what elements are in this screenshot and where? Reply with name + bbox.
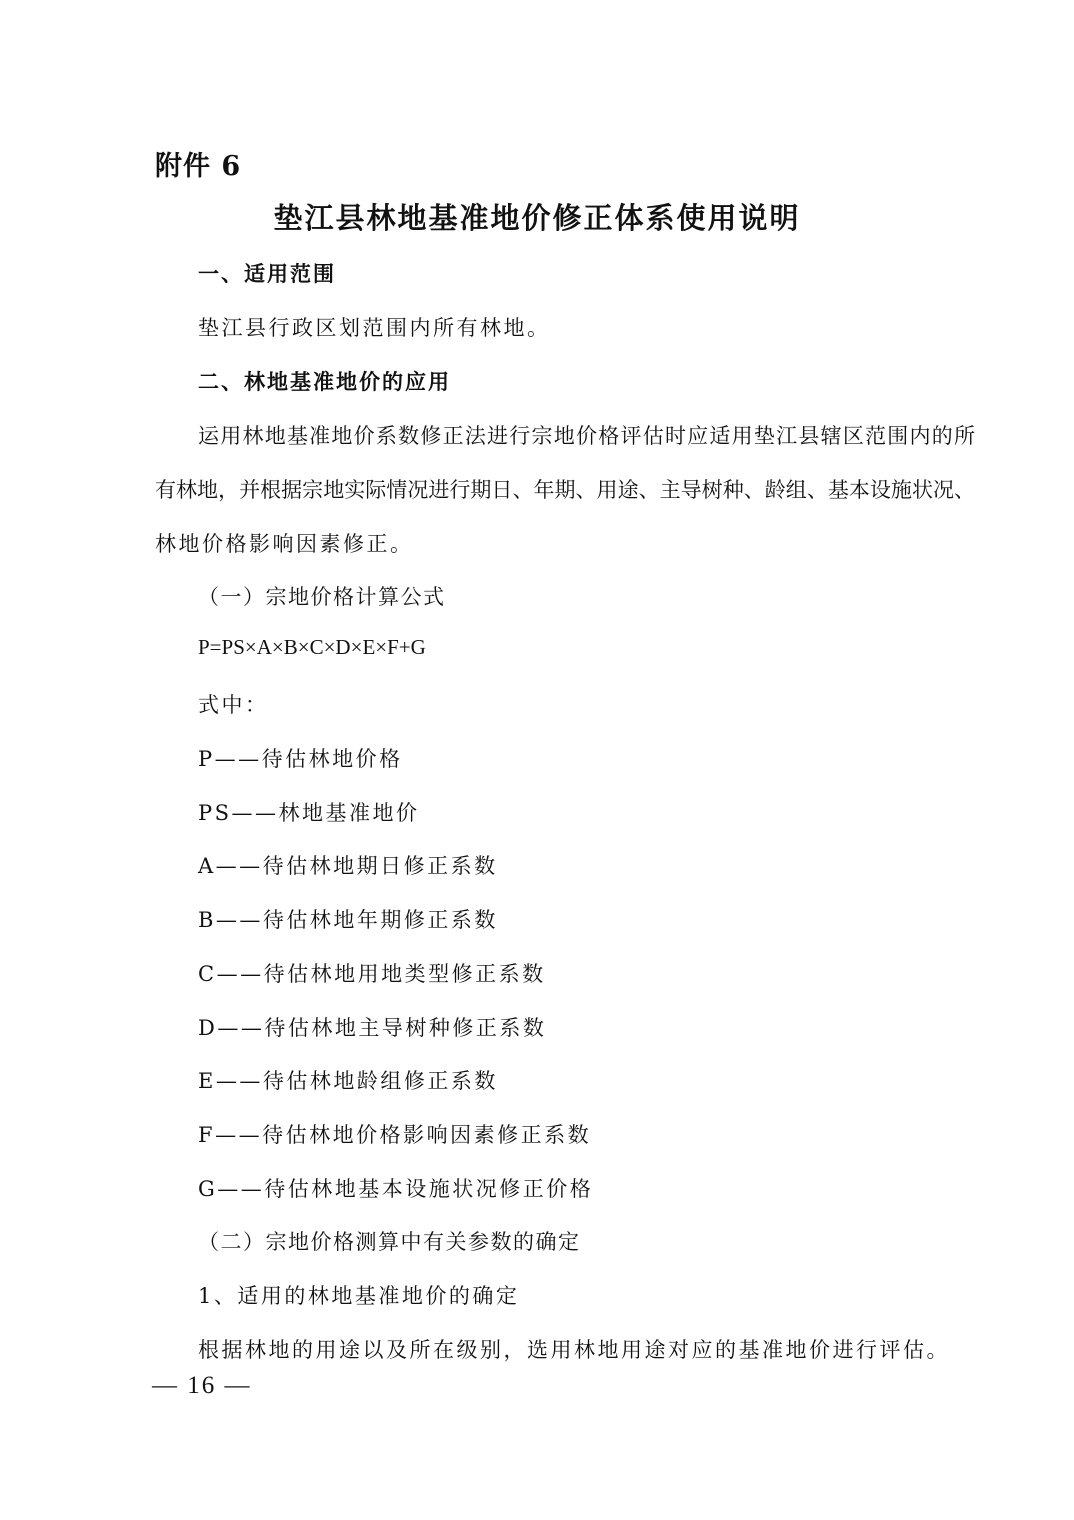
definition-item: G——待估林地基本设施状况修正价格 (198, 1177, 594, 1201)
page-number: — 16 — (152, 1372, 252, 1399)
attachment-label: 附件 6 (155, 151, 242, 182)
paragraph-line-3: 林地价格影响因素修正。 (155, 532, 414, 556)
sub1-heading: （一）宗地价格计算公式 (198, 585, 446, 609)
definition-item: B——待估林地年期修正系数 (198, 908, 498, 932)
sub2-heading: （二）宗地价格测算中有关参数的确定 (198, 1230, 581, 1254)
paragraph-line-1: 运用林地基准地价系数修正法进行宗地价格评估时应适用垫江县辖区范围内的所 (198, 424, 975, 448)
definition-item: C——待估林地用地类型修正系数 (198, 962, 546, 986)
definition-item: P——待估林地价格 (198, 747, 403, 771)
definition-item: F——待估林地价格影响因素修正系数 (198, 1123, 592, 1147)
definition-item: A——待估林地期日修正系数 (198, 854, 498, 878)
paragraph-line-2: 有林地，并根据宗地实际情况进行期日、年期、用途、主导树种、龄组、基本设施状况、 (155, 478, 975, 502)
definition-item: PS——林地基准地价 (198, 801, 420, 825)
price-formula: P=PS×A×B×C×D×E×F+G (198, 635, 426, 659)
definition-item: D——待估林地主导树种修正系数 (198, 1016, 547, 1040)
section1-heading: 一、适用范围 (198, 261, 336, 286)
section1-text: 垫江县行政区划范围内所有林地。 (198, 316, 551, 340)
document-title: 垫江县林地基准地价修正体系使用说明 (273, 201, 801, 235)
item1-text: 根据林地的用途以及所在级别，选用林地用途对应的基准地价进行评估。 (198, 1338, 950, 1362)
where-label: 式中： (198, 693, 269, 717)
item1-heading: 1、适用的林地基准地价的确定 (198, 1284, 520, 1308)
definition-item: E——待估林地龄组修正系数 (198, 1069, 498, 1093)
section2-heading: 二、林地基准地价的应用 (198, 369, 451, 394)
